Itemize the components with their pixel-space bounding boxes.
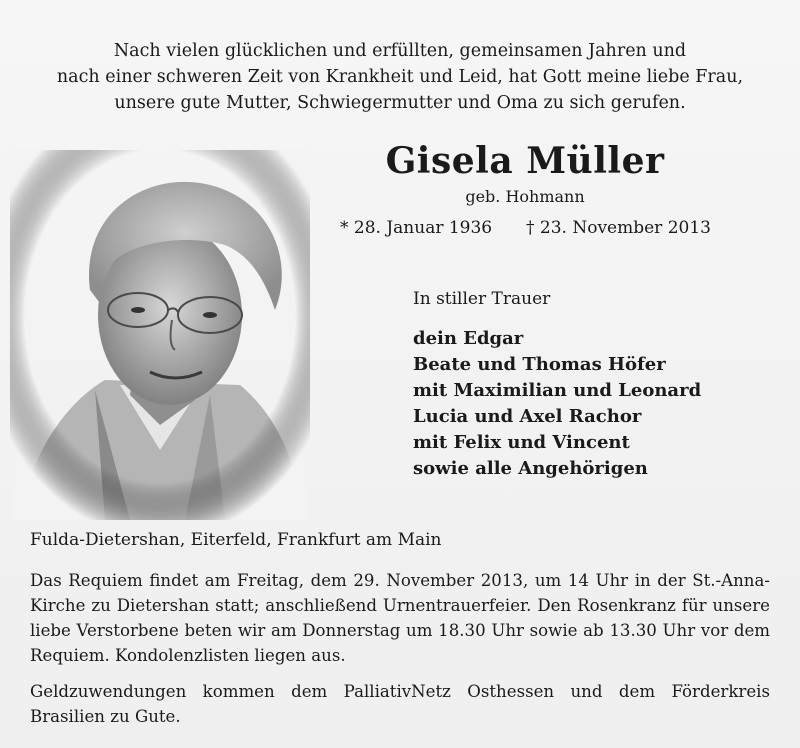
portrait-photo (10, 150, 310, 520)
places-line: Fulda-Dietershan, Eiterfeld, Frankfurt am Main (30, 530, 442, 550)
mourner-entry: mit Maximilian und Leonard (413, 380, 702, 401)
donation-paragraph: Geldzuwendungen kommen dem PalliativNetz Osthessen und dem Förderkreis Brasilien zu Gute. (30, 682, 770, 726)
birth-name: geb. Hohmann (465, 187, 585, 206)
intro-line: Nach vielen glücklichen und erfüllten, gemeinsamen Jahren und (113, 41, 687, 61)
mourner-entry: Beate und Thomas Höfer (413, 354, 666, 375)
mourner-entry: mit Felix und Vincent (413, 432, 630, 453)
mourner-entry: sowie alle Angehörigen (413, 458, 648, 479)
death-date: † 23. November 2013 (526, 218, 711, 238)
mourners-list (413, 326, 701, 482)
mourner-entry: Lucia und Axel Rachor (413, 406, 642, 427)
intro-line: unsere gute Mutter, Schwiegermutter und Oma zu sich gerufen. (114, 93, 686, 113)
intro-text (40, 38, 760, 116)
intro-line: nach einer schweren Zeit von Krankheit und Leid, hat Gott meine liebe Frau, (56, 67, 744, 87)
birth-date: * 28. Januar 1936 (340, 218, 493, 238)
deceased-name: Gisela Müller (385, 140, 665, 182)
requiem-paragraph: Das Requiem findet am Freitag, dem 29. November 2013, um 14 Uhr in der St.-Anna-Kirche zu Dietershan statt; anschließend Urnentrauerfeier. Den Rosenkranz für unsere liebe Verstorbene beten wir am Donnerstag um 18.30 Uhr sowie ab 13.30 Uhr vor dem Requiem. Kondolenzlisten liegen aus. (30, 571, 770, 665)
mourning-heading: In stiller Trauer (413, 289, 551, 309)
mourner-entry: dein Edgar (413, 328, 524, 349)
